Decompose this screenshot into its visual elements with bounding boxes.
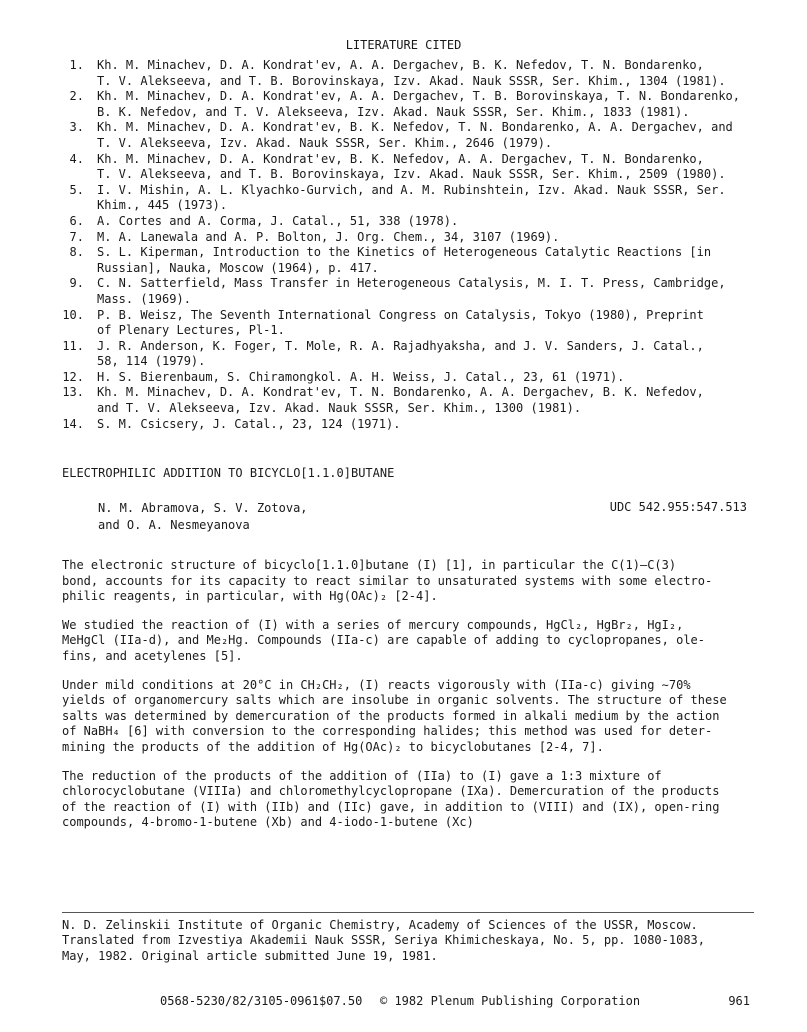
reference-item (50, 152, 762, 183)
article-body (62, 558, 752, 844)
affiliation-footnote: N. D. Zelinskii Institute of Organic Chemistry, Academy of Sciences of the USSR, Moscow. Translated from Izvestiya Akademii Nauk SSSR, Seriya Khimicheskaya, No. 5, pp. 1080-1083, May, 1982. Original article submitted June 19, 1981. (62, 918, 705, 963)
reference-text: H. S. Bierenbaum, S. Chiramongkol. A. H. Weiss, J. Catal., 23, 61 (1971). (97, 369, 625, 384)
reference-text: Kh. M. Minachev, D. A. Kondrat'ev, A. A. Dergachev, B. K. Nefedov, T. N. Bondarenko, T. V. Alekseeva, and T. B. Borovinskaya, Izv. Akad. Nauk SSSR, Ser. Khim., 1304 (1981). (97, 58, 726, 88)
reference-text: C. N. Satterfield, Mass Transfer in Heterogeneous Catalysis, M. I. T. Press, Cambridge, Mass. (1969). (97, 276, 726, 306)
reference-text: Kh. M. Minachev, D. A. Kondrat'ev, B. K. Nefedov, A. A. Dergachev, T. N. Bondarenko, T. V. Alekseeva, and T. B. Borovinskaya, Izv. Akad. Nauk SSSR, Ser. Khim., 2509 (1980). (97, 151, 726, 182)
reference-text: Kh. M. Minachev, D. A. Kondrat'ev, T. N. Bondarenko, A. A. Dergachev, B. K. Nefedov, and T. V. Alekseeva, Izv. Akad. Nauk SSSR, Ser. Khim., 1300 (1981). (97, 385, 704, 416)
reference-item (50, 89, 762, 120)
reference-item (50, 339, 762, 370)
reference-text: J. R. Anderson, K. Foger, T. Mole, R. A. Rajadhyaksha, and J. V. Sanders, J. Catal., 58, 114 (1979). (97, 338, 704, 369)
body-paragraph: Under mild conditions at 20°C in CH₂CH₂, (I) reacts vigorously with (IIa-c) giving ∼70% yields of organomercury salts which are insolube in organic solvents. The structure of these salts was determined by demercuration of the products formed in alkali medium by the action of NaBH₄ [6] with conversion to the corresponding halides; this method was used for deter- mining the products of the addition of Hg(OAc)₂ to bicyclobutanes [2-4, 7]. (62, 677, 727, 754)
body-paragraph: We studied the reaction of (I) with a series of mercury compounds, HgCl₂, HgBr₂, HgI₂, MeHgCl (IIa-d), and Me₂Hg. Compounds (IIa-c) are capable of adding to cyclopropanes, ole- fins, and acetylenes [5]. (62, 617, 705, 663)
body-paragraph: The reduction of the products of the addition of (IIa) to (I) gave a 1:3 mixture of chlorocyclobutane (VIIIa) and chloromethylcyclopropane (IXa). Demercuration of the products of the reaction of (I) with (IIb) and (IIc) gave, in addition to (VIII) and (IX), open-ring compounds, 4-bromo-1-butene (Xb) and 4-iodo-1-butene (Xc) (62, 768, 720, 830)
copyright-notice: © 1982 Plenum Publishing Corporation (380, 994, 641, 1008)
udc-code: UDC 542.955:547.513 (609, 500, 747, 514)
footnote-divider (62, 912, 754, 913)
reference-item (50, 183, 762, 214)
reference-item (50, 308, 762, 339)
reference-number: 3. (69, 120, 84, 135)
reference-text: I. V. Mishin, A. L. Klyachko-Gurvich, and A. M. Rubinshtein, Izv. Akad. Nauk SSSR, Ser. Khim., 445 (1973). (97, 182, 726, 213)
reference-number: 2. (69, 89, 84, 104)
literature-cited-heading: LITERATURE CITED (345, 38, 462, 52)
reference-number: 9. (69, 276, 84, 291)
reference-number: 4. (69, 151, 84, 166)
reference-text: S. M. Csicsery, J. Catal., 23, 124 (1971). (97, 416, 401, 431)
reference-number: 13. (62, 385, 84, 400)
reference-number: 10. (62, 307, 84, 322)
reference-number: 1. (69, 58, 84, 72)
reference-item (50, 245, 762, 276)
reference-number: 14. (62, 416, 84, 431)
reference-text: Kh. M. Minachev, D. A. Kondrat'ev, B. K. Nefedov, T. N. Bondarenko, A. A. Dergachev, and T. V. Alekseeva, Izv. Akad. Nauk SSSR, Ser. Khim., 2646 (1979). (97, 120, 733, 150)
body-paragraph: The electronic structure of bicyclo[1.1.0]butane (I) [1], in particular the C(1)—C(3) bond, accounts for its capacity to react similar to unsaturated systems with some electro- philic reagents, in particular, with Hg(OAc)₂ [2-4]. (62, 558, 713, 604)
reference-item (50, 230, 762, 246)
publication-imprint (160, 994, 750, 1008)
reference-item (50, 58, 762, 89)
reference-item (50, 276, 762, 307)
author-list: N. M. Abramova, S. V. Zotova, and O. A. Nesmeyanova (98, 501, 308, 532)
reference-text: Kh. M. Minachev, D. A. Kondrat'ev, A. A. Dergachev, T. B. Borovinskaya, T. N. Bondarenko, B. K. Nefedov, and T. V. Alekseeva, Izv. Akad. Nauk SSSR, Ser. Khim., 1833 (1981). (97, 89, 740, 119)
reference-item (50, 214, 762, 230)
reference-list (50, 58, 762, 432)
article-title: ELECTROPHILIC ADDITION TO BICYCLO[1.1.0]BUTANE (62, 466, 395, 480)
reference-text: P. B. Weisz, The Seventh International Congress on Catalysis, Tokyo (1980), Preprint of Plenary Lectures, Pl-1. (97, 307, 704, 338)
reference-number: 5. (69, 182, 84, 197)
reference-text: M. A. Lanewala and A. P. Bolton, J. Org. Chem., 34, 3107 (1969). (97, 229, 560, 244)
reference-item (50, 370, 762, 386)
reference-number: 6. (69, 213, 84, 228)
reference-item (50, 417, 762, 433)
reference-text: S. L. Kiperman, Introduction to the Kinetics of Heterogeneous Catalytic Reactions [in Russian], Nauka, Moscow (1964), p. 417. (97, 245, 712, 275)
article-code: 0568-5230/82/3105-0961$07.50 (160, 994, 363, 1008)
reference-text: A. Cortes and A. Corma, J. Catal., 51, 338 (1978). (97, 213, 459, 228)
page-number: 961 (728, 994, 750, 1008)
reference-number: 12. (62, 369, 84, 384)
reference-number: 8. (69, 245, 84, 260)
reference-number: 7. (69, 229, 84, 244)
reference-item (50, 385, 762, 416)
reference-number: 11. (62, 338, 84, 353)
reference-item (50, 120, 762, 151)
